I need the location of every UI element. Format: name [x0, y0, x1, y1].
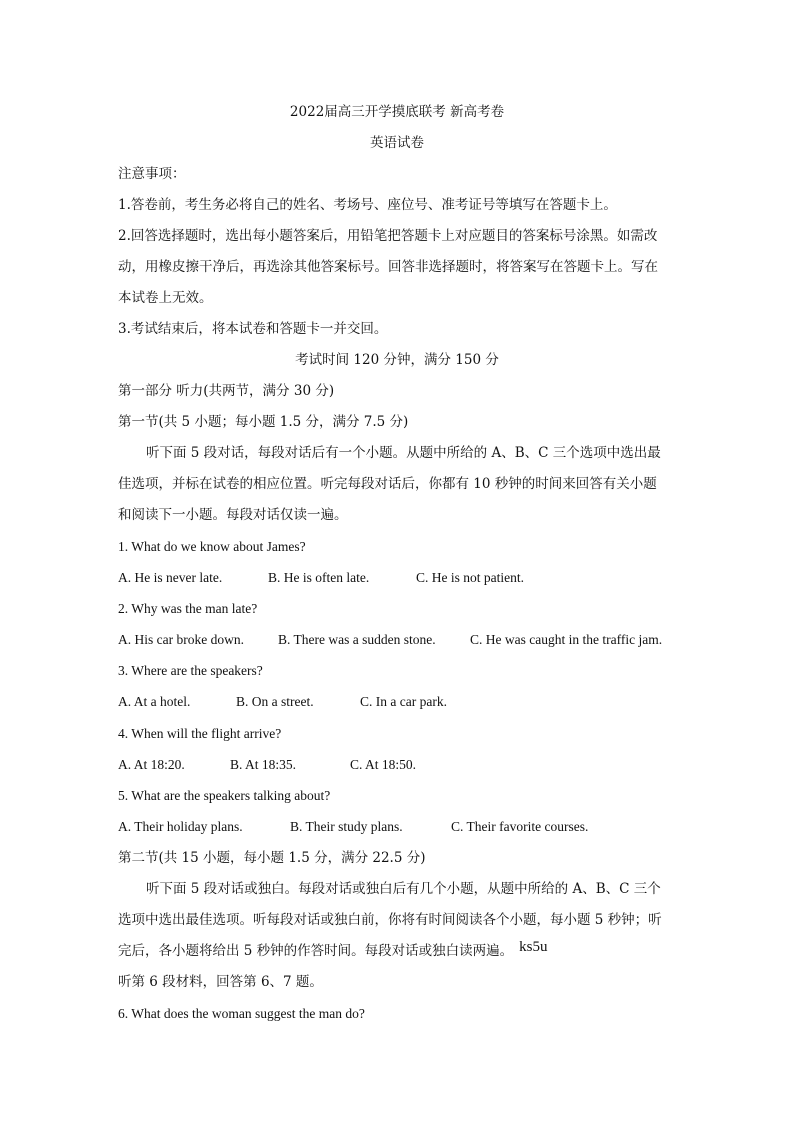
question-5-options — [118, 817, 676, 837]
option-c: C. In a car park. — [360, 694, 447, 709]
notice-item-3: 3.考试结束后，将本试卷和答题卡一并交回。 — [118, 321, 388, 337]
question-6: 6. What does the woman suggest the man do? — [118, 1006, 365, 1021]
section1-title: 第一节(共 5 小题；每小题 1.5 分，满分 7.5 分) — [118, 414, 409, 430]
question-3-options — [118, 692, 676, 712]
watermark-text: ks5u — [519, 939, 548, 955]
option-b: B. He is often late. — [268, 570, 370, 585]
material-6-heading: 听第 6 段材料，回答第 6、7 题。 — [118, 974, 323, 990]
section1-instruction-line-1: 听下面 5 段对话，每段对话后有一个小题。从题中所给的 A、B、C 三个选项中选出最 — [146, 445, 661, 461]
question-1-options — [118, 568, 676, 588]
option-c: C. Their favorite courses. — [451, 819, 589, 834]
option-a: A. At 18:20. — [118, 757, 185, 772]
section2-instruction-line-2: 选项中选出最佳选项。听每段对话或独白前，你将有时间阅读各个小题，每小题 5 秒钟；听 — [118, 912, 662, 928]
option-c: C. He is not patient. — [416, 570, 524, 585]
notice-item-2-line-3: 本试卷上无效。 — [118, 290, 213, 306]
option-c: C. He was caught in the traffic jam. — [470, 632, 663, 647]
option-b: B. There was a sudden stone. — [278, 632, 436, 647]
question-1: 1. What do we know about James? — [118, 539, 306, 554]
section2-instruction-line-3 — [118, 941, 676, 961]
notice-heading: 注意事项： — [118, 166, 186, 182]
option-a: A. Their holiday plans. — [118, 819, 243, 834]
exam-time: 考试时间 120 分钟，满分 150 分 — [295, 352, 499, 368]
notice-item-1: 1.答卷前，考生务必将自己的姓名、考场号、座位号、准考证号等填写在答题卡上。 — [118, 197, 617, 213]
question-5: 5. What are the speakers talking about? — [118, 788, 331, 803]
section2-instruction-text: 完后，各小题将给出 5 秒钟的作答时间。每段对话或独白读两遍。 — [118, 943, 514, 959]
option-b: B. On a street. — [236, 694, 314, 709]
question-3: 3. Where are the speakers? — [118, 663, 263, 678]
option-a: A. His car broke down. — [118, 632, 244, 647]
exam-subject: 英语试卷 — [370, 135, 424, 151]
option-c: C. At 18:50. — [350, 757, 417, 772]
section1-instruction-line-2: 佳选项，并标在试卷的相应位置。听完每段对话后，你都有 10 秒钟的时间来回答有关小题 — [118, 476, 657, 492]
section2-instruction-line-1: 听下面 5 段对话或独白。每段对话或独白后有几个小题，从题中所给的 A、B、C 三个 — [146, 881, 661, 897]
notice-item-2-line-1: 2.回答选择题时，选出每小题答案后，用铅笔把答题卡上对应题目的答案标号涂黑。如需改 — [118, 228, 658, 244]
question-2-options — [118, 630, 676, 650]
option-b: B. At 18:35. — [230, 757, 297, 772]
option-b: B. Their study plans. — [290, 819, 403, 834]
exam-title: 2022届高三开学摸底联考 新高考卷 — [289, 104, 505, 120]
question-4-options — [118, 755, 676, 775]
section2-title: 第二节(共 15 小题，每小题 1.5 分，满分 22.5 分) — [118, 850, 426, 866]
question-2: 2. Why was the man late? — [118, 601, 258, 616]
option-a: A. At a hotel. — [118, 694, 191, 709]
question-4: 4. When will the flight arrive? — [118, 726, 282, 741]
option-a: A. He is never late. — [118, 570, 223, 585]
part1-title: 第一部分 听力(共两节，满分 30 分) — [118, 383, 335, 399]
section1-instruction-line-3: 和阅读下一小题。每段对话仅读一遍。 — [118, 507, 348, 523]
notice-item-2-line-2: 动，用橡皮擦干净后，再选涂其他答案标号。回答非选择题时，将答案写在答题卡上。写在 — [118, 259, 658, 275]
